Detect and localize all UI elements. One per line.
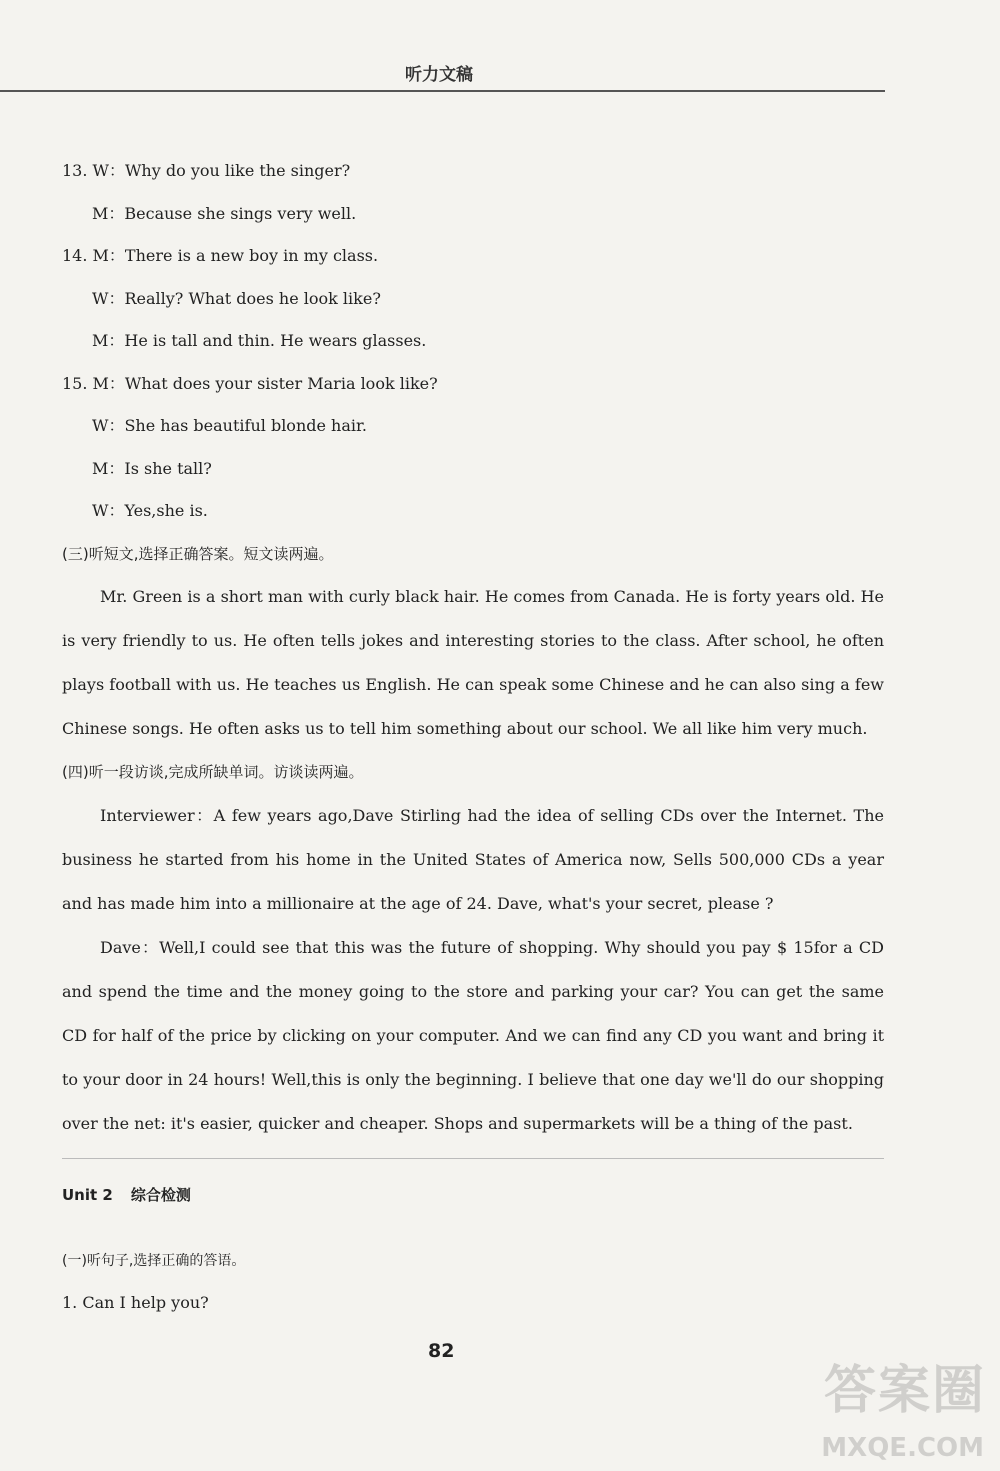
- dialogue-line: [62, 193, 884, 236]
- speaker-label: W：: [92, 416, 125, 435]
- dialogue-text: He is tall and thin. He wears glasses.: [124, 331, 427, 350]
- speaker-label: W：: [92, 288, 125, 308]
- interviewer-paragraph: Interviewer：A few years ago,Dave Stirling had the idea of selling CDs over the Internet. The business he started from his home in the United States of America now, Sells 500,000 CDs a year and has made him into a millionaire at the age of 24. Dave, what's your secret, please ?: [62, 805, 884, 913]
- dialogue-line: [62, 363, 884, 406]
- watermark: [786, 1348, 986, 1463]
- unit-heading: [62, 1175, 884, 1215]
- dialogue-text: Really? What does he look like?: [124, 288, 381, 308]
- unit-2-section-1-label: (一)听句子,选择正确的答语。: [62, 1253, 246, 1269]
- dialogue-text: Is she tall?: [124, 458, 212, 478]
- dialogue-text: Why do you like the singer?: [124, 161, 351, 180]
- question-1: 1. Can I help you?: [62, 1293, 209, 1312]
- section-3-passage: Mr. Green is a short man with curly black hair. He comes from Canada. He is forty years old. He is very friendly to us. He often tells jokes and interesting stories to the class. After school, he often plays football with us. He teaches us English. He can speak some Chinese and he can also sing a few Chinese songs. He often asks us to tell him something about our school. We all like him very much.: [62, 587, 884, 738]
- dialogue-text: There is a new boy in my class.: [124, 246, 379, 265]
- speaker-label: W：: [92, 501, 125, 520]
- unit-number: Unit 2: [62, 1186, 113, 1204]
- speaker-label: M：: [92, 331, 125, 350]
- speaker-label: 13. W：: [62, 161, 125, 180]
- unit-title: 综合检测: [130, 1186, 191, 1204]
- dialogue-line: [62, 278, 884, 321]
- speaker-label: M：: [92, 203, 125, 223]
- section-divider: [62, 1158, 884, 1159]
- main-content: [62, 150, 884, 1146]
- section-4-label: (四)听一段访谈,完成所缺单词。访谈读两遍。: [62, 763, 364, 781]
- unit-2-block: [62, 1175, 884, 1323]
- speaker-label: M：: [92, 458, 125, 478]
- speaker-label: 15. M：: [62, 373, 125, 393]
- page-header: [0, 56, 885, 92]
- header-title: 听力文稿: [405, 65, 473, 85]
- dialogue-text: Yes,she is.: [124, 501, 208, 520]
- dialogue-line: [62, 320, 884, 363]
- dialogue-text: Because she sings very well.: [124, 203, 357, 223]
- dialogue-line: [62, 235, 884, 278]
- section-3-label: (三)听短文,选择正确答案。短文读两遍。: [62, 544, 334, 563]
- dialogue-list: [62, 150, 884, 533]
- page-number: 82: [428, 1340, 455, 1362]
- watermark-url: MXQE.COM: [821, 1433, 984, 1463]
- watermark-logo: 答案圈: [823, 1361, 986, 1421]
- dialogue-line: [62, 150, 884, 193]
- dialogue-line: [62, 405, 884, 448]
- dave-paragraph: Dave：Well,I could see that this was the future of shopping. Why should you pay $ 15for a CD and spend the time and the money going to the store and parking your car? You can get the same CD for half of the price by clicking on your computer. And we can find any CD you want and bring it to your door in 24 hours! Well,this is only the beginning. I believe that one day we'll do our shopping over the net: it's easier, quicker and cheaper. Shops and supermarkets will be a thing of the past.: [62, 937, 884, 1133]
- dialogue-text: She has beautiful blonde hair.: [124, 416, 367, 435]
- dialogue-line: [62, 490, 884, 533]
- dialogue-line: [62, 448, 884, 491]
- speaker-label: 14. M：: [62, 246, 125, 265]
- dialogue-text: What does your sister Maria look like?: [124, 373, 438, 393]
